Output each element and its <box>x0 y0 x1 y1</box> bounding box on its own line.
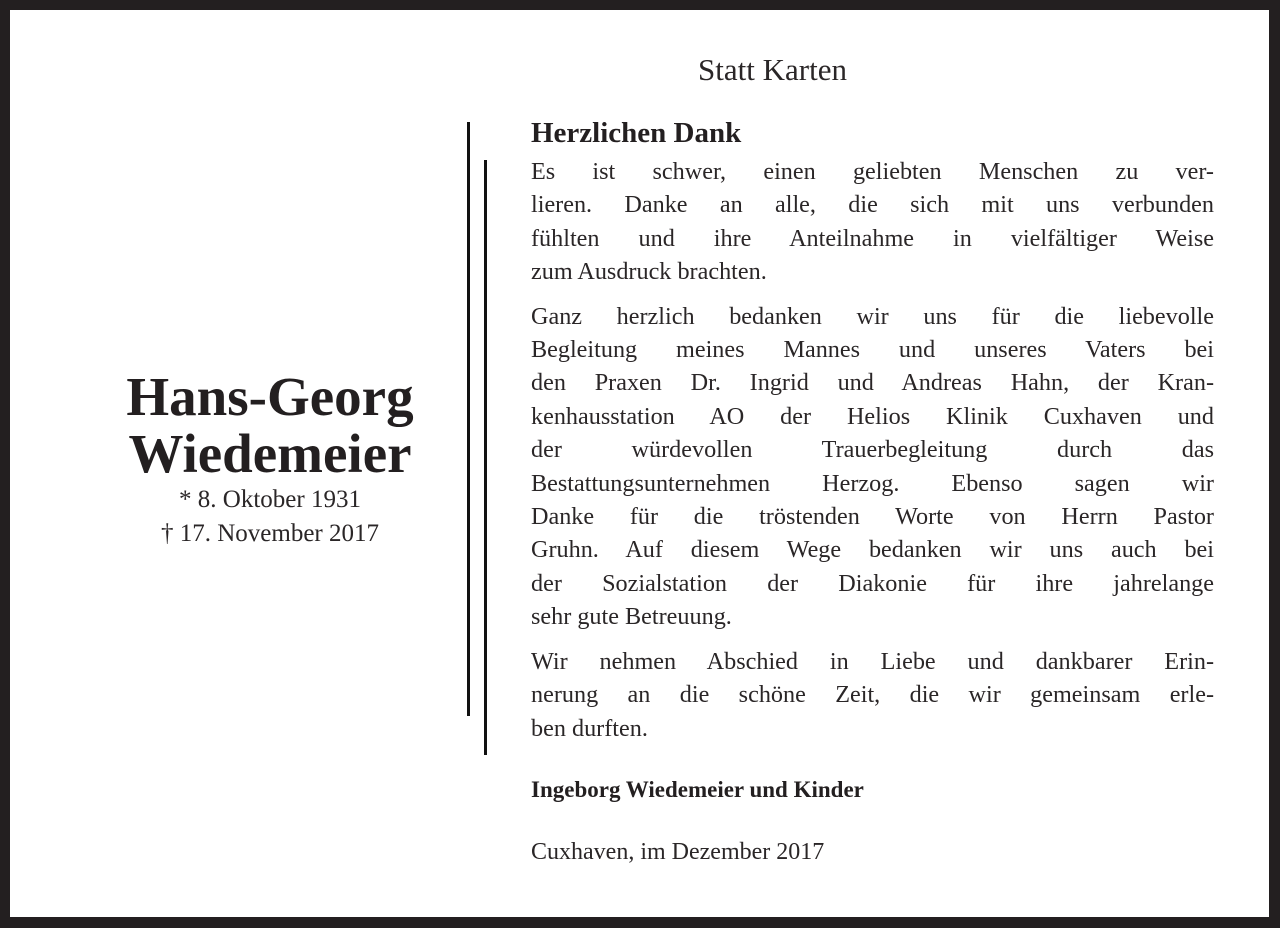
text-line: kenhausstation AO der Helios Klinik Cuxhaven und <box>531 402 1214 430</box>
text-line: Begleitung meines Mannes und unseres Vaters bei <box>531 336 1214 364</box>
deceased-block <box>50 368 490 550</box>
statt-karten-label: Statt Karten <box>698 52 847 87</box>
text-line: nerung an die schöne Zeit, die wir gemeinsam erle- <box>531 681 1214 709</box>
text-line: Wir nehmen Abschied in Liebe und dankbarer Erin- <box>531 647 1214 675</box>
text-line: zum Ausdruck brachten. <box>531 258 767 286</box>
text-line: lieren. Danke an alle, die sich mit uns verbunden <box>531 191 1214 219</box>
deceased-name-last: Wiedemeier <box>128 423 412 484</box>
text-line: den Praxen Dr. Ingrid und Andreas Hahn, der Kran- <box>531 369 1214 397</box>
text-line: Bestattungsunternehmen Herzog. Ebenso sagen wir <box>531 469 1214 497</box>
deceased-name-first: Hans-Georg <box>126 366 414 427</box>
text-line: Danke für die tröstenden Worte von Herrn Pastor <box>531 503 1214 531</box>
paragraph-2 <box>531 300 1214 634</box>
text-line: fühlten und ihre Anteilnahme in vielfältiger Weise <box>531 224 1214 252</box>
message-heading: Herzlichen Dank <box>531 117 742 149</box>
birth-date: * 8. Oktober 1931 <box>179 486 361 513</box>
paragraph-1 <box>531 155 1214 289</box>
signature: Ingeborg Wiedemeier und Kinder <box>531 776 864 802</box>
death-date: † 17. November 2017 <box>160 520 380 547</box>
text-line: der Sozialstation der Diakonie für ihre jahrelange <box>531 569 1214 597</box>
message-block <box>531 114 1214 867</box>
text-line: Es ist schwer, einen geliebten Menschen zu ver- <box>531 158 1214 185</box>
text-line: Gruhn. Auf diesem Wege bedanken wir uns auch bei <box>531 536 1214 564</box>
text-line: sehr gute Betreuung. <box>531 603 732 631</box>
divider-line-right <box>484 160 487 755</box>
obituary-card <box>10 10 1269 917</box>
text-line: der würdevollen Trauerbegleitung durch das <box>531 436 1214 464</box>
place-date: Cuxhaven, im Dezember 2017 <box>531 838 825 865</box>
text-line: ben durften. <box>531 714 648 742</box>
divider-line-left <box>467 122 470 716</box>
text-line: Ganz herzlich bedanken wir uns für die liebevolle <box>531 302 1214 330</box>
paragraph-3 <box>531 645 1214 745</box>
